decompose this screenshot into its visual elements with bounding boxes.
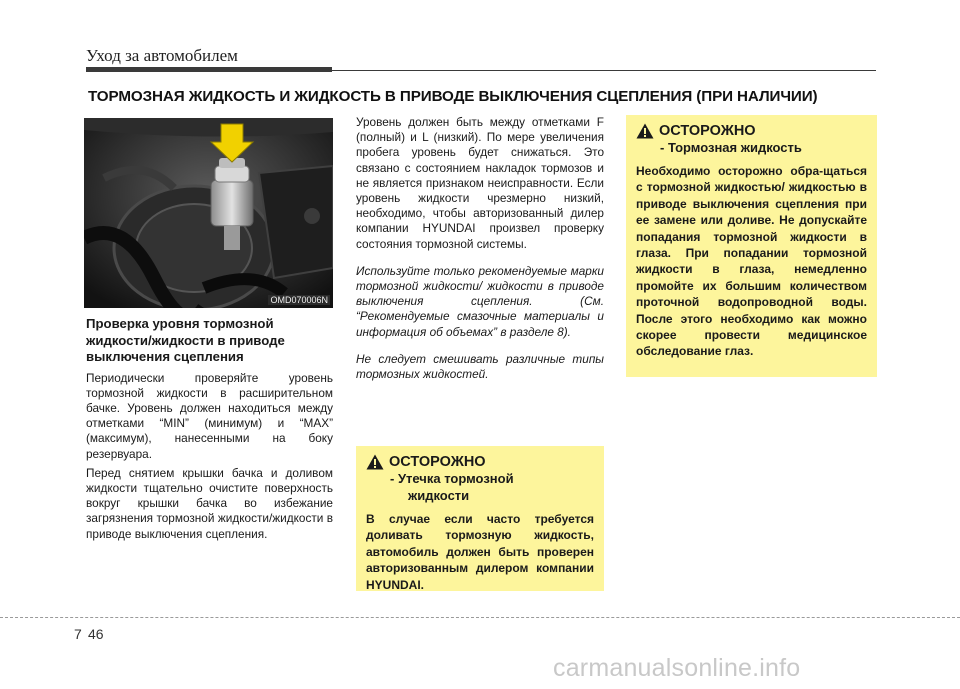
footer-rule	[0, 617, 960, 618]
chapter-number: 7	[74, 626, 82, 642]
warning-title: ОСТОРОЖНО	[659, 123, 756, 139]
warning-brake-leak	[356, 446, 604, 591]
warning-body: В случае если часто требуется доливать тормозную жидкость, автомобиль должен быть проверен авторизованным дилером компании HYUNDAI.	[366, 512, 594, 592]
watermark: carmanualsonline.info	[553, 654, 801, 682]
left-column	[86, 316, 333, 546]
warning-triangle-icon	[636, 123, 654, 139]
main-heading: ТОРМОЗНАЯ ЖИДКОСТЬ И ЖИДКОСТЬ В ПРИВОДЕ ВЫКЛЮЧЕНИЯ СЦЕПЛЕНИЯ (ПРИ НАЛИЧИИ)	[88, 88, 818, 105]
engine-bay-photo	[84, 118, 333, 308]
section-title: Уход за автомобилем	[86, 46, 238, 65]
header-rule-thick	[86, 67, 332, 72]
photo-code: OMD070006N	[270, 295, 328, 305]
warning-brake-fluid	[626, 115, 877, 377]
page-number: 46	[88, 626, 104, 642]
warning-subtitle: - Тормозная жидкость	[660, 140, 802, 155]
left-paragraph-1: Периодически проверяйте уровень тормозной жидкости в расширительном бачке. Уровень должен находиться между отметками “MIN” (минимум) и “MAX” (максимум), нанесенными на боку резервуара.	[86, 370, 333, 461]
engine-bay-illustration	[84, 118, 333, 308]
check-level-heading: Проверка уровня тормозной жидкости/жидкости в приводе выключения сцепления	[86, 316, 285, 364]
header-rule-thin	[332, 70, 876, 71]
warning-triangle-icon	[366, 454, 384, 470]
warning-subtitle-line-1: - Утечка тормозной	[390, 471, 514, 486]
recommended-fluid-note: Используйте только рекомендуемые марки тормозной жидкости/ жидкости в приводе выключения сцепления. (См. “Рекомендуемые смазочные материалы и информация об объемах” в разделе 8).	[356, 263, 604, 339]
warning-subtitle-line-2: жидкости	[408, 488, 470, 503]
warning-body: Необходимо осторожно обра-щаться с тормозной жидкостью/ жидкостью в приводе выключения сцепления при ее замене или доливе. Не допускайте попадания тормозной жидкости в глаза. При попадании тормозной жидкости в глаза, немедленно промойте их большим количеством проточной водопроводной воды. После этого необходимо как можно скорее провести медицинское обследование глаз.	[636, 164, 867, 359]
left-paragraph-2: Перед снятием крышки бачка и доливом жидкости тщательно очистите поверхность вокруг крышки бачка во избежание загрязнения тормозной жидкости/жидкости в приводе выключения сцепления.	[86, 465, 333, 541]
no-mixing-note: Не следует смешивать различные типы тормозных жидкостей.	[356, 351, 604, 382]
middle-column	[356, 115, 604, 394]
warning-title: ОСТОРОЖНО	[389, 454, 486, 470]
middle-paragraph: Уровень должен быть между отметками F (полный) и L (низкий). По мере увеличения пробега уровень будет снижаться. Это связано с состоянием накладок тормозов и не является признаком неисправности. Если уровень жидкости чрезмерно низкий, необходимо, чтобы авторизованный дилер компании HYUNDAI произвел проверку состояния тормозной системы.	[356, 115, 604, 251]
